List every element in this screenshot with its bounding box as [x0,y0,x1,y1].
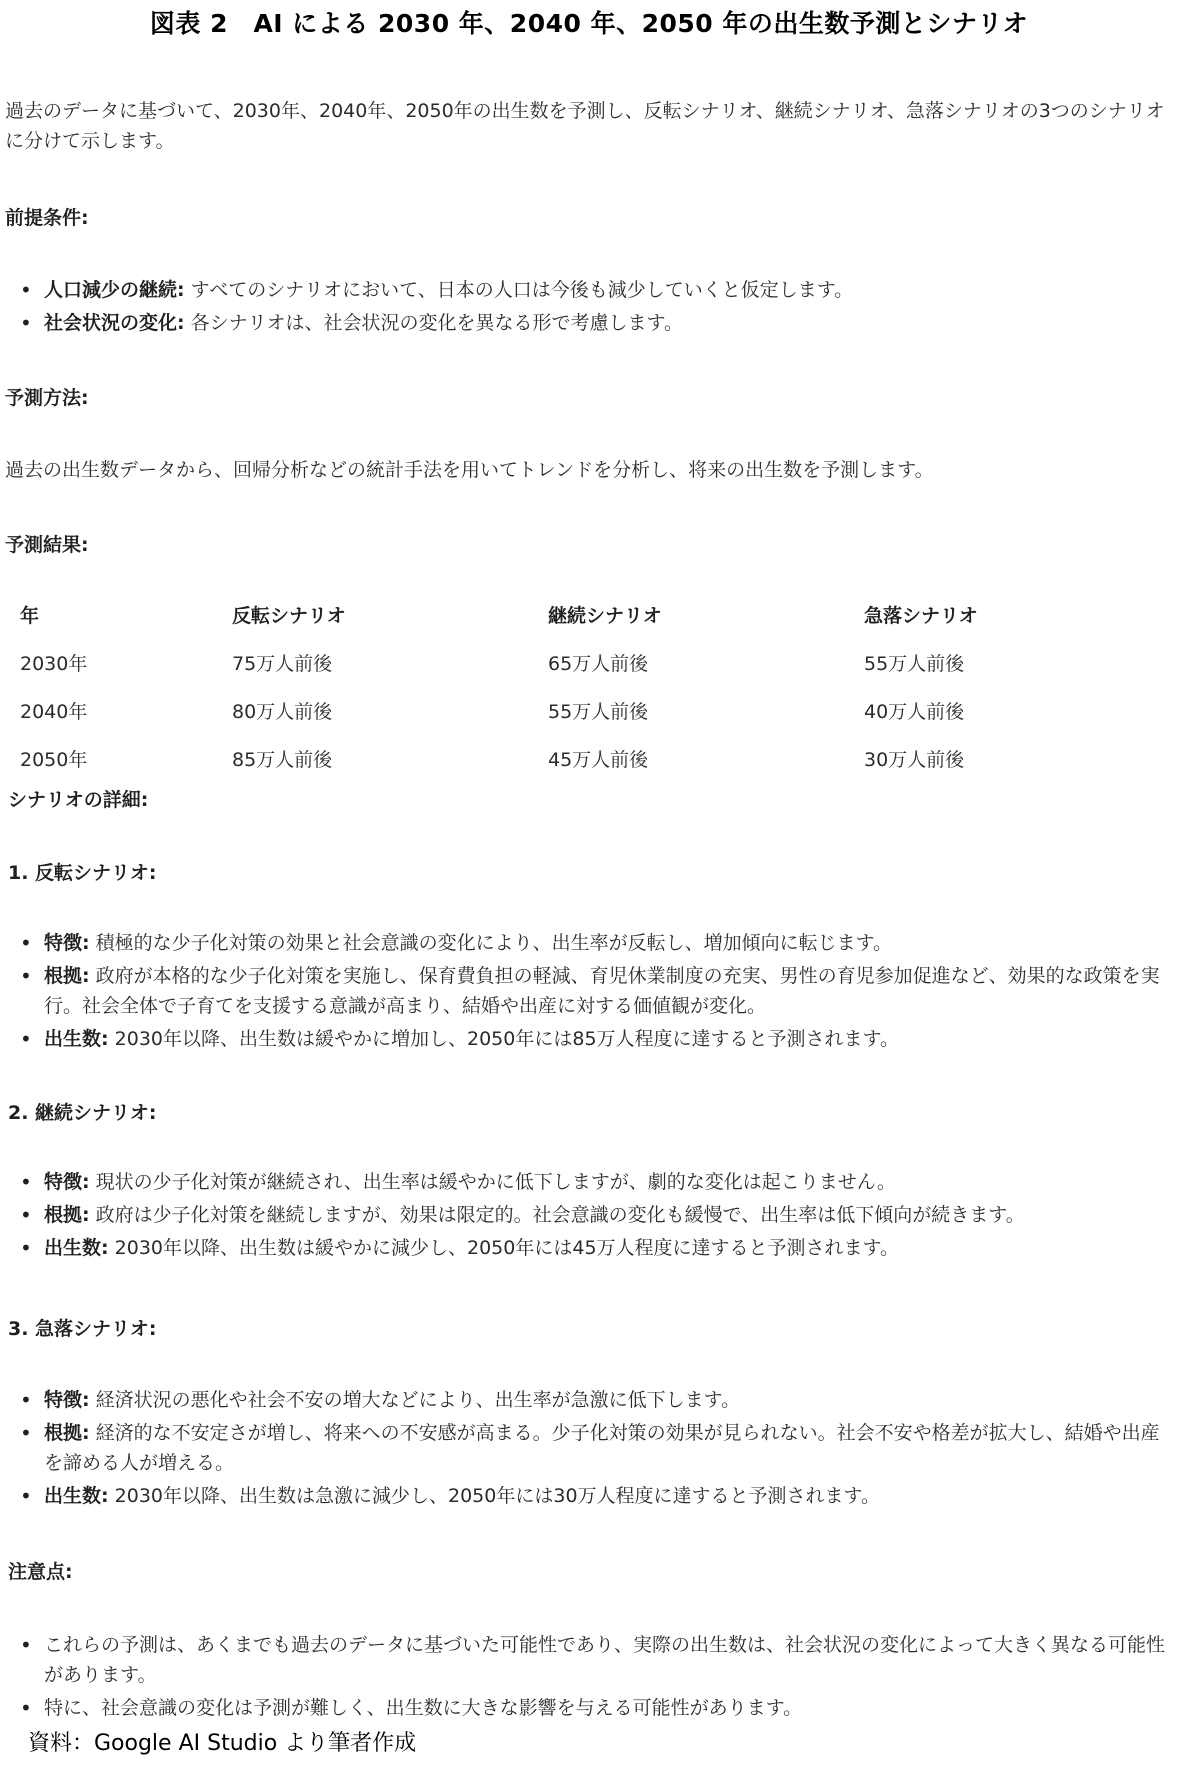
item-text: 2030年以降、出生数は急激に減少し、2050年には30万人程度に達すると予測されます。 [108,1485,881,1507]
list-item [20,1167,1170,1197]
item-text: 経済的な不安定さが増し、将来への不安感が高まる。少子化対策の効果が見られない。社会不安や格差が拡大し、結婚や出産を諦める人が増える。 [44,1422,1160,1474]
scenario-list-reversal [20,928,1170,1057]
table-cell: 2040年 [20,700,88,723]
table-cell: 45万人前後 [548,748,649,771]
list-item [20,1024,1170,1054]
item-label: 出生数: [44,1237,109,1259]
scenario-heading-continuation: 2. 継続シナリオ: [8,1102,157,1124]
table-cell: 55万人前後 [548,700,649,723]
item-text: 政府が本格的な少子化対策を実施し、保育費負担の軽減、育児休業制度の充実、男性の育児参加促進など、効果的な政策を実行。社会全体で子育てを支援する意識が高まり、結婚や出産に対する価値観が変化。 [44,965,1160,1017]
premise-list [20,275,1170,341]
column-header-continuation: 継続シナリオ [548,604,662,627]
item-label: 特徴: [44,932,90,954]
figure-title: 図表 2 AI による 2030 年、2040 年、2050 年の出生数予測とシナリオ [149,9,1029,38]
item-text: 各シナリオは、社会状況の変化を異なる形で考慮します。 [184,312,683,334]
list-item [20,308,1170,338]
intro-paragraph: 過去のデータに基づいて、2030年、2040年、2050年の出生数を予測し、反転シナリオ、継続シナリオ、急落シナリオの3つのシナリオに分けて示します。 [5,100,1165,152]
item-label: 社会状況の変化: [44,312,185,334]
source-note: 資料：Google AI Studio より筆者作成 [28,1731,417,1756]
table-cell: 55万人前後 [864,652,965,675]
list-item [20,1385,1170,1415]
table-cell: 85万人前後 [232,748,333,771]
item-text: 現状の少子化対策が継続され、出生率は緩やかに低下しますが、劇的な変化は起こりません。 [89,1171,896,1193]
method-paragraph: 過去の出生数データから、回帰分析などの統計手法を用いてトレンドを分析し、将来の出生数を予測します。 [5,459,934,481]
table-cell: 30万人前後 [864,748,965,771]
item-text: 2030年以降、出生数は緩やかに減少し、2050年には45万人程度に達すると予測されます。 [108,1237,900,1259]
list-item [20,1233,1170,1263]
table-cell: 2050年 [20,748,88,771]
scenario-heading-plunge: 3. 急落シナリオ: [8,1318,157,1340]
item-label: 人口減少の継続: [44,279,185,301]
item-label: 出生数: [44,1028,109,1050]
table-cell: 80万人前後 [232,700,333,723]
table-cell: 2030年 [20,652,88,675]
table-cell: 75万人前後 [232,652,333,675]
item-text: 政府は少子化対策を継続しますが、効果は限定的。社会意識の変化も緩慢で、出生率は低下傾向が続きます。 [89,1204,1025,1226]
item-text: すべてのシナリオにおいて、日本の人口は今後も減少していくと仮定します。 [184,279,854,301]
item-label: 特徴: [44,1389,90,1411]
results-table [20,590,1140,782]
method-heading: 予測方法: [5,387,89,409]
item-label: 特徴: [44,1171,90,1193]
list-item [20,961,1170,1021]
item-label: 出生数: [44,1485,109,1507]
column-header-plunge: 急落シナリオ [864,604,978,627]
item-label: 根拠: [44,1204,90,1226]
item-text: 積極的な少子化対策の効果と社会意識の変化により、出生率が反転し、増加傾向に転じます。 [89,932,893,954]
details-heading: シナリオの詳細: [8,789,149,811]
premise-heading: 前提条件: [5,207,89,229]
table-cell: 65万人前後 [548,652,649,675]
scenario-heading-reversal: 1. 反転シナリオ: [8,862,157,884]
item-text: 経済状況の悪化や社会不安の増大などにより、出生率が急激に低下します。 [89,1389,741,1411]
scenario-list-continuation [20,1167,1170,1266]
table-header-row [20,590,1140,638]
table-row [20,734,1140,782]
item-text: 2030年以降、出生数は緩やかに増加し、2050年には85万人程度に達すると予測されます。 [108,1028,900,1050]
list-item [20,275,1170,305]
column-header-reversal: 反転シナリオ [232,604,346,627]
list-item: • これらの予測は、あくまでも過去のデータに基づいた可能性であり、実際の出生数は、社会状況の変化によって大きく異なる可能性があります。 [20,1630,1170,1690]
notes-list [20,1630,1170,1726]
notes-heading: 注意点: [8,1561,73,1583]
table-row [20,638,1140,686]
column-header-year: 年 [20,604,40,627]
list-item: • 特に、社会意識の変化は予測が難しく、出生数に大きな影響を与える可能性があります。 [20,1693,1170,1723]
list-item [20,1200,1170,1230]
list-item [20,1481,1170,1511]
list-item [20,928,1170,958]
table-row [20,686,1140,734]
scenario-list-plunge [20,1385,1170,1514]
list-item [20,1418,1170,1478]
table-cell: 40万人前後 [864,700,965,723]
results-heading: 予測結果: [5,534,89,556]
item-label: 根拠: [44,1422,90,1444]
item-label: 根拠: [44,965,90,987]
